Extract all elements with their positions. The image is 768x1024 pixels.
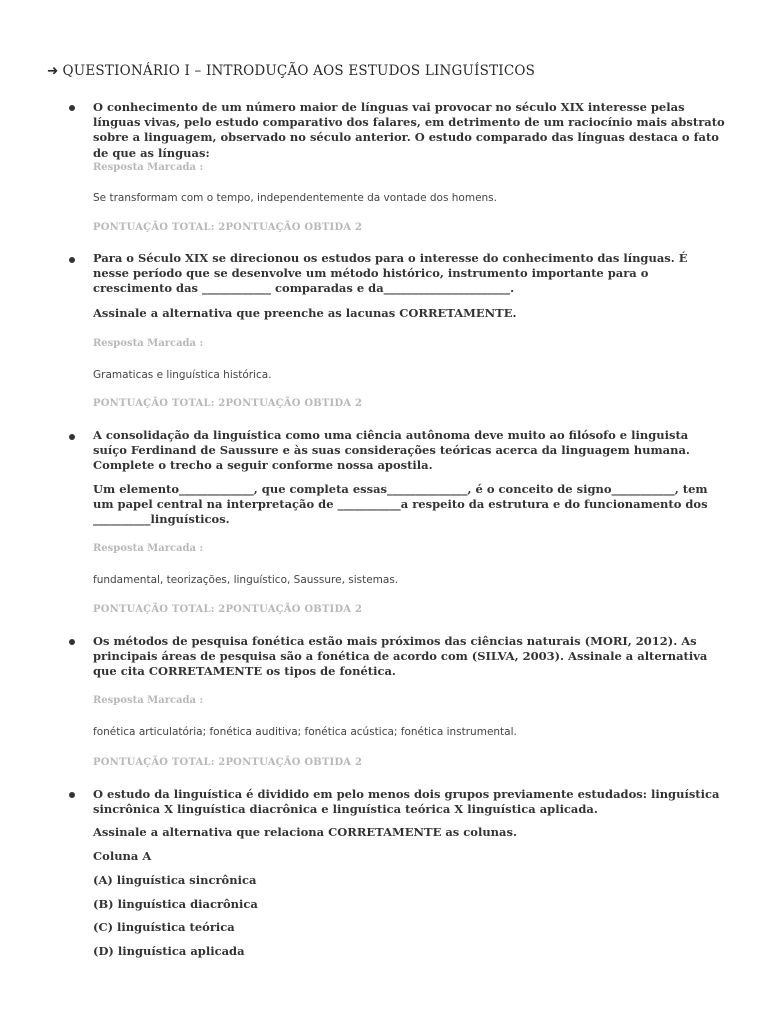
question-fill-text bbox=[93, 482, 725, 536]
question-text: O conhecimento de um número maior de línguas vai provocar no século XIX interesse pelas línguas vivas, pelo estudo comparativo dos falares, em detrimento de um raciocínio mais abstrato sobre a linguagem, observado no século anterior. O estudo comparado das línguas destaca o fato de que as línguas: bbox=[93, 100, 725, 160]
question-text: Os métodos de pesquisa fonética estão mais próximos das ciências naturais (MORI, 2012). As principais áreas de pesquisa são a fonética de acordo com (SILVA, 2003). Assinale a alternativa que cita CORRETAMENTE os tipos de fonética. bbox=[93, 634, 708, 679]
column-item: (C) linguística teórica bbox=[93, 920, 235, 934]
marked-answer-label: Resposta Marcada : bbox=[93, 695, 204, 706]
column-item: (A) linguística sincrônica bbox=[93, 873, 257, 887]
marked-answer-label: Resposta Marcada : bbox=[93, 162, 204, 173]
column-item: (B) linguística diacrônica bbox=[93, 897, 258, 911]
bullet-icon bbox=[69, 792, 75, 798]
column-item: (D) linguística aplicada bbox=[93, 944, 245, 958]
question-stem bbox=[93, 787, 725, 825]
question-text: O estudo da linguística é dividido em pelo menos dois grupos previamente estudados: linguística sincrônica X linguística diacrônica e linguística teórica X linguística aplicada. bbox=[93, 787, 720, 817]
marked-answer: Gramaticas e linguística histórica. bbox=[93, 369, 272, 381]
score-text: PONTUAÇÃO TOTAL: 2PONTUAÇÃO OBTIDA 2 bbox=[93, 222, 363, 233]
column-title: Coluna A bbox=[93, 849, 152, 863]
marked-answer: fonética articulatória; fonética auditiva; fonética acústica; fonética instrumental. bbox=[93, 726, 517, 738]
question-instruction bbox=[93, 306, 725, 329]
question-stem bbox=[93, 251, 725, 305]
score-text: PONTUAÇÃO TOTAL: 2PONTUAÇÃO OBTIDA 2 bbox=[93, 757, 363, 768]
instruction-text: Assinale a alternativa que relaciona CORRETAMENTE as colunas. bbox=[93, 825, 517, 839]
question-text: A consolidação da linguística como uma ciência autônoma deve muito ao filósofo e linguista suíço Ferdinand de Saussure e às suas considerações teóricas acerca da linguagem humana. Complete o trecho a seguir conforme nossa apostila. bbox=[93, 428, 690, 473]
title-text: QUESTIONÁRIO I – INTRODUÇÃO AOS ESTUDOS LINGUÍSTICOS bbox=[62, 63, 536, 79]
marked-answer: fundamental, teorizações, linguístico, Saussure, sistemas. bbox=[93, 574, 399, 586]
score-text: PONTUAÇÃO TOTAL: 2PONTUAÇÃO OBTIDA 2 bbox=[93, 398, 363, 409]
bullet-icon bbox=[69, 639, 75, 645]
marked-answer-label: Resposta Marcada : bbox=[93, 543, 204, 554]
bullet-icon bbox=[69, 257, 75, 263]
score-text: PONTUAÇÃO TOTAL: 2PONTUAÇÃO OBTIDA 2 bbox=[93, 604, 363, 615]
question-stem bbox=[93, 100, 725, 169]
instruction-text: Assinale a alternativa que preenche as lacunas CORRETAMENTE. bbox=[93, 306, 517, 320]
question-text: Para o Século XIX se direcionou os estudos para o interesse do conhecimento das línguas. É nesse período que se desenvolve um método histórico, instrumento importante para o crescimento das ____________ comparadas e da______________________. bbox=[93, 251, 688, 296]
bullet-icon bbox=[69, 434, 75, 440]
fill-in-text: Um elemento_____________, que completa essas______________, é o conceito de signo___________, tem um papel central na interpretação de ___________a respeito da estrutura e do funcionamento dos __________linguísticos. bbox=[93, 482, 708, 527]
arrow-right-icon: ➜ bbox=[47, 63, 59, 79]
marked-answer: Se transformam com o tempo, independentemente da vontade dos homens. bbox=[93, 192, 497, 204]
marked-answer-label: Resposta Marcada : bbox=[93, 338, 204, 349]
question-stem bbox=[93, 428, 725, 482]
page-title bbox=[47, 63, 535, 79]
question-instruction bbox=[93, 825, 725, 848]
question-stem bbox=[93, 634, 725, 688]
bullet-icon bbox=[69, 105, 75, 111]
